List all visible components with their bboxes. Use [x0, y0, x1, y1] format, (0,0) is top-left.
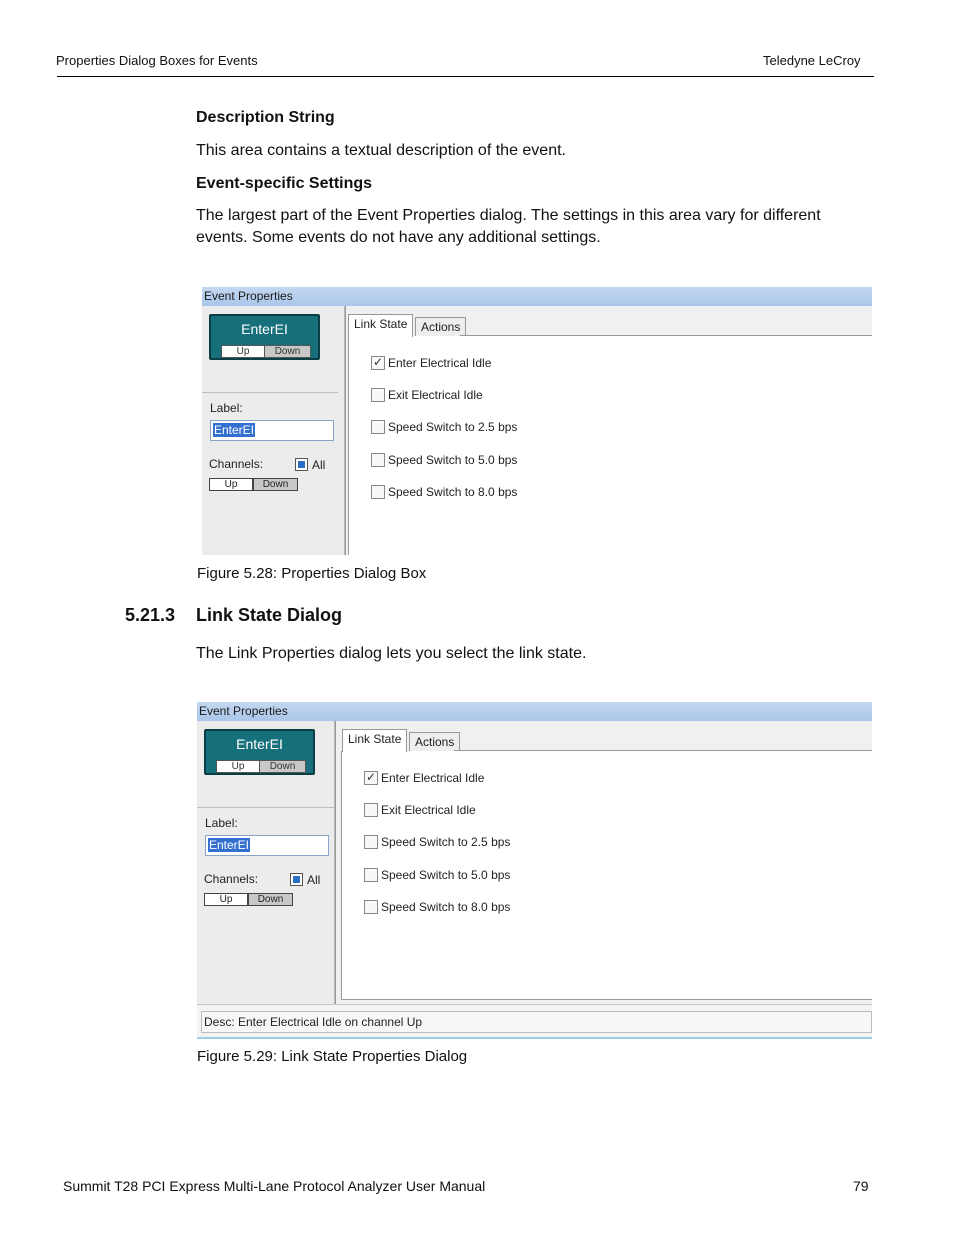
dialog-right-pane — [345, 306, 872, 555]
checkbox[interactable] — [371, 420, 385, 434]
all-channels-label: All — [312, 458, 326, 472]
label-caption: Label: — [210, 401, 243, 415]
all-channels-label: All — [307, 873, 321, 887]
label-input-value: EnterEI — [209, 838, 250, 852]
event-properties-dialog-1 — [202, 287, 872, 555]
checkbox[interactable] — [364, 900, 378, 914]
running-header-right: Teledyne LeCroy — [763, 53, 861, 68]
dialog-title-bar: Event Properties — [202, 287, 872, 306]
checkbox-checked[interactable] — [371, 356, 385, 370]
checkbox[interactable] — [364, 868, 378, 882]
label-caption: Label: — [205, 816, 238, 830]
left-pane-separator — [202, 392, 338, 393]
option-label: Exit Electrical Idle — [381, 803, 476, 817]
checkbox[interactable] — [371, 485, 385, 499]
event-down-button[interactable]: Down — [264, 345, 311, 358]
checkbox[interactable] — [371, 453, 385, 467]
event-button-label: EnterEI — [236, 736, 283, 752]
label-input-value: EnterEI — [214, 423, 255, 437]
event-specific-heading: Event-specific Settings — [196, 175, 373, 192]
channel-down-button[interactable]: Down — [248, 893, 293, 906]
dialog-left-pane — [202, 306, 345, 555]
event-specific-body-line1: The largest part of the Event Properties dialog. The settings in this area vary for different — [196, 207, 821, 224]
running-header-left: Properties Dialog Boxes for Events — [56, 53, 258, 68]
dialog-bottom-stripe — [197, 1037, 872, 1039]
option-label: Exit Electrical Idle — [388, 388, 483, 402]
description-string-heading: Description String — [196, 109, 335, 126]
tab-link-state[interactable]: Link State — [342, 729, 407, 752]
tab-link-state[interactable]: Link State — [348, 314, 413, 337]
page-number: 79 — [853, 1178, 869, 1194]
description-string-body: This area contains a textual description of the event. — [196, 142, 566, 159]
figure-caption-5-28: Figure 5.28: Properties Dialog Box — [197, 565, 427, 582]
event-down-button[interactable]: Down — [259, 760, 306, 773]
option-label: Speed Switch to 5.0 bps — [388, 453, 518, 467]
dialog-right-pane — [335, 721, 872, 1004]
checkbox[interactable] — [364, 835, 378, 849]
tab-actions[interactable]: Actions — [409, 732, 460, 752]
tab-actions[interactable]: Actions — [415, 317, 466, 337]
description-bar — [197, 1004, 872, 1038]
option-label: Speed Switch to 5.0 bps — [381, 868, 511, 882]
all-channels-checkbox[interactable] — [290, 873, 303, 886]
event-button[interactable] — [204, 729, 315, 775]
checkbox-checked[interactable] — [364, 771, 378, 785]
channels-caption: Channels: — [204, 872, 259, 886]
figure-caption-5-29: Figure 5.29: Link State Properties Dialog — [197, 1048, 468, 1065]
description-field: Desc: Enter Electrical Idle on channel Up — [201, 1011, 872, 1033]
event-button[interactable] — [209, 314, 320, 360]
section-title: Link State Dialog — [196, 605, 343, 625]
option-label: Enter Electrical Idle — [388, 356, 492, 370]
event-properties-dialog-2 — [197, 702, 872, 1039]
channel-up-button[interactable]: Up — [204, 893, 248, 906]
dialog-title-bar: Event Properties — [197, 702, 872, 721]
option-label: Speed Switch to 8.0 bps — [381, 900, 511, 914]
left-pane-separator — [197, 807, 334, 808]
label-input[interactable] — [205, 835, 329, 856]
channels-caption: Channels: — [209, 457, 264, 471]
option-label: Speed Switch to 8.0 bps — [388, 485, 518, 499]
dialog-left-pane — [197, 721, 335, 1004]
event-up-button[interactable]: Up — [216, 760, 260, 773]
event-up-button[interactable]: Up — [221, 345, 265, 358]
option-label: Enter Electrical Idle — [381, 771, 485, 785]
footer-title: Summit T28 PCI Express Multi-Lane Protocol Analyzer User Manual — [63, 1178, 486, 1194]
link-state-body: The Link Properties dialog lets you select the link state. — [196, 645, 587, 662]
section-number: 5.21.3 — [125, 605, 176, 625]
header-rule — [57, 76, 874, 77]
checkbox[interactable] — [371, 388, 385, 402]
all-channels-checkbox[interactable] — [295, 458, 308, 471]
channel-down-button[interactable]: Down — [253, 478, 298, 491]
label-input[interactable] — [210, 420, 334, 441]
checkbox[interactable] — [364, 803, 378, 817]
event-specific-body-line2: events. Some events do not have any additional settings. — [196, 229, 601, 246]
option-label: Speed Switch to 2.5 bps — [381, 835, 511, 849]
event-button-label: EnterEI — [241, 321, 288, 337]
option-label: Speed Switch to 2.5 bps — [388, 420, 518, 434]
channel-up-button[interactable]: Up — [209, 478, 253, 491]
